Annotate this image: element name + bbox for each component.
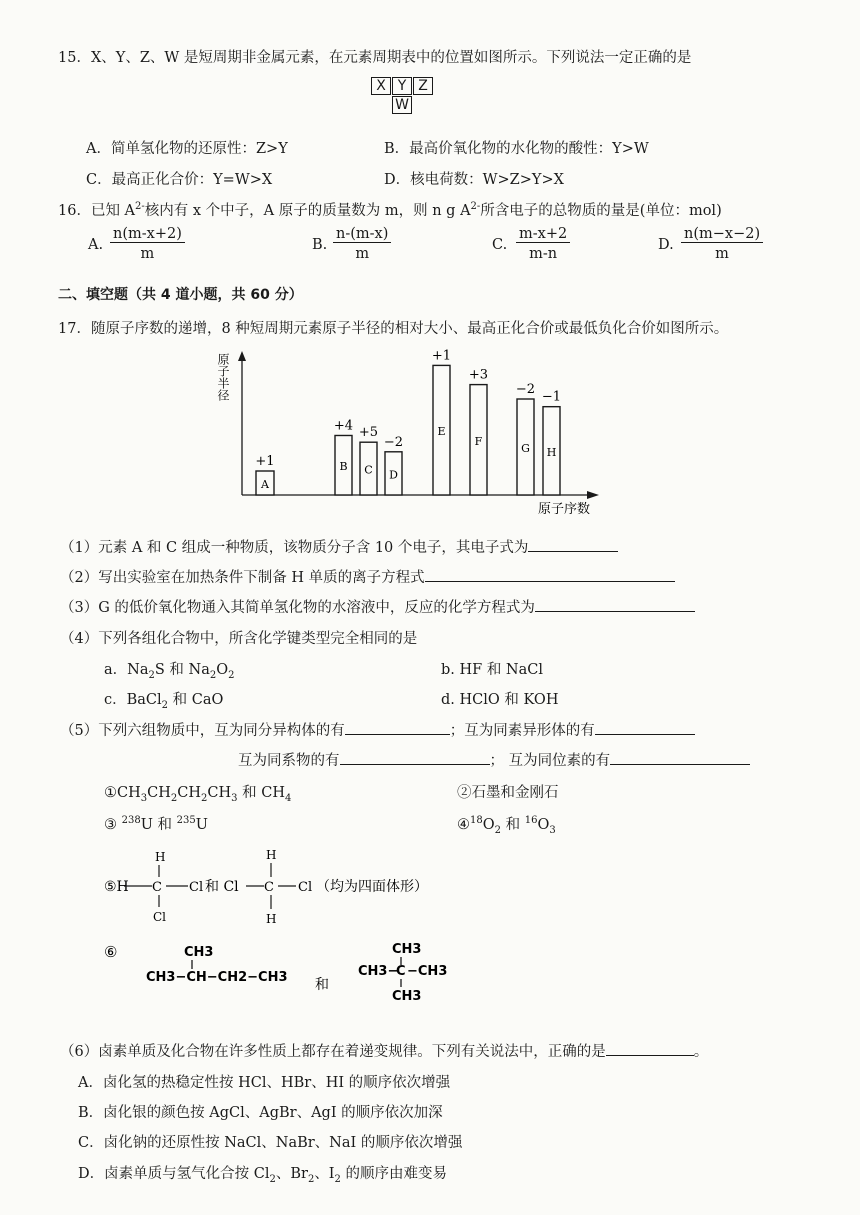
y-axis-arrow	[238, 351, 246, 361]
mol5a-right: Cl	[189, 880, 204, 895]
valence-label-H: −1	[541, 389, 562, 405]
q17-sub3: （3）G 的低价氧化物通入其简单氢化物的水溶液中，反应的化学方程式为	[60, 596, 695, 617]
mol5b-top: H	[266, 848, 277, 862]
item-6-and: 和	[315, 977, 329, 993]
mol5a-top: H	[155, 850, 166, 864]
bar-label-E: E	[437, 425, 446, 439]
item-6-structures	[100, 935, 460, 1007]
valence-label-A: +1	[255, 454, 275, 469]
q17-sub5-line1: （5）下列六组物质中，互为同分异构体的有 ；互为同素异形体的有	[60, 719, 695, 740]
item-5-structures	[100, 845, 560, 930]
bar-label-A: A	[261, 478, 269, 491]
item-1: $①CH_3CH_2CH_2CH_3$ 和 $CH_4$	[104, 785, 292, 804]
valence-label-C: +5	[358, 425, 379, 441]
mol6b-center: C	[396, 964, 406, 979]
mol5b-bottom: H	[266, 912, 277, 926]
valence-label-G: −2	[515, 382, 536, 397]
q16-c-label: C.	[492, 237, 508, 253]
q15-option-c: C．最高正化合价：Y=W>X	[86, 172, 273, 188]
cell-y: Y	[392, 77, 412, 95]
item-5-number: ⑤H	[104, 879, 129, 895]
valence-label-B: +4	[333, 418, 354, 434]
valence-label-E: +1	[431, 348, 452, 364]
q17-sub4-c: c．BaCl$_2$ 和 CaO	[104, 692, 224, 711]
q17-sub4-b: b. HF 和 NaCl	[441, 662, 543, 678]
bar-label-G: G	[521, 442, 530, 455]
q17-sub6-c: C．卤化钠的还原性按 NaCl、NaBr、NaI 的顺序依次增强	[78, 1135, 463, 1151]
valence-label-F: +3	[468, 367, 489, 383]
x-axis-label: 原子序数	[538, 502, 591, 517]
q16-a-label: A.	[88, 237, 104, 253]
q16-d-fraction: $\frac{n(m-x-2)}{m}$	[681, 226, 763, 262]
q17-sub5-line2: 互为同系物的有 ； 互为同位素的有	[238, 749, 750, 770]
mol5a-center: C	[152, 880, 162, 895]
q15-stem: 15．X、Y、Z、W 是短周期非金属元素，在元素周期表中的位置如图所示。下列说法一定正确的是	[58, 50, 692, 66]
bar-label-F: F	[474, 434, 483, 448]
q16-a-fraction: $\frac{n(m-x+2)}{m}$	[110, 226, 185, 262]
q16-b-fraction: $\frac{n-(m-x)}{m}$	[333, 226, 391, 262]
mol6b-right: −CH3	[407, 964, 448, 979]
mol6a-branch: CH3	[184, 945, 214, 960]
q16-d-label: D.	[658, 237, 674, 253]
q16-b-label: B.	[312, 237, 328, 253]
mol5b-center: C	[264, 880, 274, 895]
x-axis-arrow	[587, 491, 599, 499]
mol5a-bottom: Cl	[153, 910, 167, 924]
q17-sub6-d: D．卤素单质与氢气化合按 $Cl_2$、$Br_2$、$I_2$ 的顺序由难变易	[78, 1166, 448, 1185]
item-4: $④^{18}O_2$ 和 $^{16}O_3$	[457, 815, 556, 836]
q17-sub6: （6）卤素单质及化合物在许多性质上都存在着递变规律。下列有关说法中，正确的是 。	[60, 1044, 709, 1060]
cell-z: Z	[413, 77, 433, 95]
q15-option-a: A．简单氢化物的还原性：Z>Y	[86, 141, 288, 157]
item-5-and: 和 Cl	[205, 879, 239, 895]
bar-label-C: C	[364, 463, 373, 477]
q17-sub1: （1）元素 A 和 C 组成一种物质，该物质分子含 10 个电子，其电子式为	[60, 536, 618, 557]
bar-label-B: B	[339, 460, 348, 474]
q17-sub4-d: d. HClO 和 KOH	[441, 692, 559, 708]
q17-sub4: （4）下列各组化合物中，所含化学键类型完全相同的是	[60, 631, 418, 647]
item-3: ③ $^{238}$U 和 $^{235}$U	[104, 815, 208, 833]
mol6a-main: CH3−CH−CH2−CH3	[146, 970, 288, 985]
q17-stem: 17．随原子序数的递增，8 种短周期元素原子半径的相对大小、最高正化合价或最低负化合价如图所示。	[58, 321, 729, 337]
radius-bar-chart	[215, 345, 615, 520]
item-6-number: ⑥	[104, 943, 118, 961]
q15-option-d: D．核电荷数：W>Z>Y>X	[384, 172, 564, 188]
valence-label-D: −2	[383, 434, 404, 450]
q17-sub6-b: B．卤化银的颜色按 AgCl、AgBr、AgI 的顺序依次加深	[78, 1105, 443, 1121]
mol6b-bottom: CH3	[392, 989, 422, 1004]
bar-label-H: H	[546, 445, 557, 459]
item-5-note: （均为四面体形）	[316, 879, 428, 895]
mol6b-left: CH3−	[358, 964, 399, 979]
item-2: ②石墨和金刚石	[457, 785, 559, 801]
mol5b-right: Cl	[298, 880, 313, 895]
q17-sub6-a: A．卤化氢的热稳定性按 HCl、HBr、HI 的顺序依次增强	[78, 1075, 451, 1091]
cell-w: W	[392, 96, 412, 114]
q16-stem: 16．已知 $A^{2-}$核内有 x 个中子，A 原子的质量数为 m，则 n g $A^{2-}$所含电子的总物质的量是(单位：mol)	[58, 201, 722, 219]
section-heading: 二、填空题（共 4 道小题，共 60 分）	[58, 287, 303, 303]
q16-c-fraction: $\frac{m-x+2}{m-n}$	[516, 226, 570, 262]
cell-x: X	[371, 77, 391, 95]
bar-label-D: D	[389, 468, 398, 482]
q15-option-b: B．最高价氧化物的水化物的酸性：Y>W	[384, 141, 649, 157]
q17-sub2: （2）写出实验室在加热条件下制备 H 单质的离子方程式	[60, 566, 675, 587]
q17-sub4-a: a．$Na_2S$ 和 $Na_2O_2$	[104, 662, 235, 681]
mol6b-top: CH3	[392, 942, 422, 957]
y-axis-label: 原子半径	[216, 353, 230, 401]
